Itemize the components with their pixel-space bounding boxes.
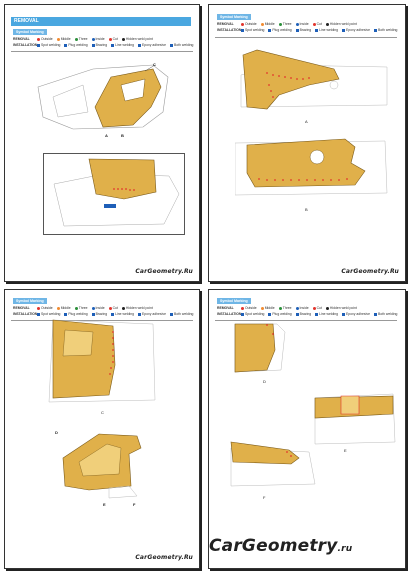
blank-area — [9, 235, 195, 263]
manual-page-1 — [4, 4, 200, 282]
callout-c: C — [153, 62, 156, 67]
section-header-removal: REMOVAL — [11, 17, 191, 26]
view-c-diagram — [43, 310, 163, 406]
detail-diagram — [44, 154, 184, 234]
symbol-legend — [13, 29, 194, 47]
cargeometry-small-logo: CarGeometry.Ru — [135, 268, 193, 275]
view-e-diagram — [313, 388, 397, 448]
legend-title: Symbol Marking — [13, 29, 47, 35]
view-label-d: D — [55, 430, 58, 435]
manual-page-4 — [208, 289, 406, 569]
symbol-legend: Symbol Marking REMOVAL Outside Middle Three Inside Cut Hidden weld point INSTALLATION Spot welding Plug welding Brazing Line welding Epoxy adhesive Both welding — [217, 15, 398, 32]
view-label-d: D — [263, 379, 266, 384]
view-d-diagram — [59, 428, 163, 500]
symbol-legend: Symbol Marking REMOVAL Outside Middle Three Inside Cut Hidden weld point INSTALLATION Spot welding Plug welding Brazing Line welding Epoxy adhesive Both welding — [217, 299, 398, 316]
view-label-e: E — [344, 448, 347, 453]
symbol-legend: Symbol Marking REMOVAL Outside Middle Three Inside Cut Hidden weld point INSTALLATION Spot welding Plug welding Brazing Line welding Epoxy adhesive Both welding — [13, 299, 194, 316]
view-b-diagram — [235, 133, 389, 203]
view-f-diagram — [229, 438, 319, 490]
cargeometry-small-logo: CarGeometry.Ru — [135, 554, 193, 561]
manual-page-2 — [208, 4, 406, 282]
body-side-diagram — [33, 57, 173, 147]
legend-title: Symbol Marking — [217, 298, 251, 304]
legend-title: Symbol Marking — [217, 14, 251, 20]
view-d-diagram — [233, 320, 293, 376]
view-label-a: A — [305, 119, 308, 124]
cargeometry-logo-tld: .ru — [337, 544, 353, 554]
callout-a: A — [105, 133, 108, 138]
view-a-diagram — [239, 45, 389, 115]
view-label-f: F — [263, 495, 266, 500]
legend-removal-row: REMOVAL Outside Middle Three Inside Cut Hidden weld point — [13, 37, 153, 41]
cargeometry-small-logo: CarGeometry.Ru — [341, 268, 399, 275]
legend-title: Symbol Marking — [13, 298, 47, 304]
detail-frame — [43, 153, 185, 235]
cargeometry-logo-text: CarGeometry — [209, 536, 338, 556]
view-label-c: C — [101, 410, 104, 415]
manual-page-3 — [4, 289, 200, 569]
cargeometry-large-logo — [209, 536, 352, 556]
legend-installation-row: INSTALLATION Spot welding Plug welding Brazing Line welding Epoxy adhesive Both welding — [13, 43, 194, 47]
view-label-f: F — [133, 502, 136, 507]
view-label-b: B — [305, 207, 308, 212]
view-label-e: E — [103, 502, 106, 507]
divider — [215, 37, 397, 38]
divider — [11, 51, 193, 52]
callout-b: B — [121, 133, 124, 138]
